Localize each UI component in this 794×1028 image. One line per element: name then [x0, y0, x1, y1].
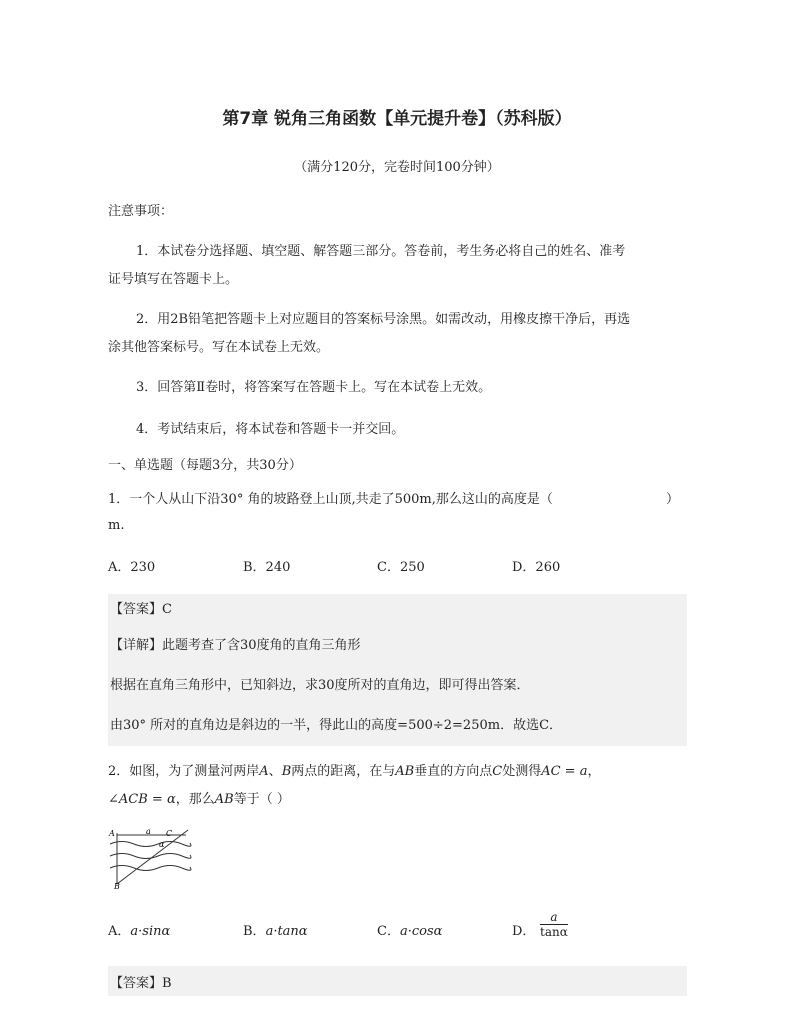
q2-option-d-label: D． — [512, 924, 536, 939]
section-heading: 一、单选题（每题3分，共30分） — [108, 458, 302, 473]
notice-item-4: 4．考试结束后，将本试卷和答题卡一并交回。 — [136, 422, 405, 437]
q1-answer: 【答案】C — [110, 602, 172, 617]
q2-stem-line-2 — [108, 788, 290, 807]
q2-equation-ac: AC = a — [541, 764, 588, 779]
fraction-numerator: a — [540, 910, 568, 925]
notice-item-2-line-2: 涂其他答案标号。写在本试卷上无效。 — [108, 340, 330, 355]
river-figure — [108, 826, 192, 890]
option-label: C． — [377, 924, 400, 939]
q1-explanation-2: 由30° 所对的直角边是斜边的一半，得此山的高度=500÷2=250m．故选C． — [110, 718, 563, 733]
option-expression: a·sinα — [130, 924, 171, 939]
segment-ab: AB — [214, 792, 234, 807]
point-c: C — [492, 764, 503, 779]
notice-item-1-line-2: 证号填写在答题卡上。 — [108, 272, 239, 287]
q1-stem-line-2: m. — [108, 518, 125, 533]
option-label: B． — [243, 924, 266, 939]
q2-answer: 【答案】B — [110, 976, 172, 991]
q1-option-d: D．260 — [512, 560, 561, 575]
q2-stem-line-1 — [108, 760, 600, 779]
q2-text: 处测得 — [502, 764, 542, 779]
q1-option-b: B．240 — [243, 560, 291, 575]
option-label: A． — [108, 924, 131, 939]
point-b: B — [281, 764, 292, 779]
notice-item-1-line-1: 1．本试卷分选择题、填空题、解答题三部分。答卷前，考生务必将自己的姓名、准考 — [136, 244, 626, 259]
q2-text: 两点的距离，在与 — [291, 764, 396, 779]
q2-sep: 、 — [268, 764, 282, 779]
q1-paren-close: ） — [666, 492, 680, 507]
segment-bc-line — [117, 830, 188, 884]
q2-option-c — [377, 920, 442, 939]
page-title: 第7章 锐角三角函数【单元提升卷】（苏科版） — [222, 109, 572, 129]
fig-label-c: C — [166, 829, 173, 838]
fraction-denominator: tanα — [540, 925, 568, 939]
q2-text: ，那么 — [175, 792, 215, 807]
option-expression: a·tanα — [265, 924, 308, 939]
q2-angle-acb: ∠ACB = α — [108, 792, 176, 807]
fig-label-b: B — [114, 882, 120, 890]
q2-option-a — [108, 920, 170, 939]
point-a: A — [259, 764, 269, 779]
fig-label-a: A — [109, 829, 115, 838]
fig-label-side-a: a — [146, 827, 151, 836]
river-wave — [110, 842, 191, 847]
notice-item-3: 3．回答第Ⅱ卷时，将答案写在答题卡上。写在本试卷上无效。 — [136, 380, 492, 395]
river-wave — [110, 854, 191, 859]
q2-option-d-fraction — [540, 910, 568, 939]
q1-option-a: A．230 — [108, 560, 156, 575]
q2-text: 2．如图，为了测量河两岸 — [108, 764, 260, 779]
notice-heading: 注意事项： — [108, 204, 174, 219]
q2-text: 等于（ ） — [233, 792, 290, 807]
river-wave — [110, 866, 191, 871]
q1-answer-box — [108, 594, 687, 746]
q1-stem-line-1: 1．一个人从山下沿30° 角的坡路登上山顶,共走了500m,那么这山的高度是（ — [108, 492, 553, 507]
q1-detail: 【详解】此题考查了含30度角的直角三角形 — [110, 638, 361, 653]
q2-option-b — [243, 920, 308, 939]
notice-item-2-line-1: 2．用2B铅笔把答题卡上对应题目的答案标号涂黑。如需改动，用橡皮擦干净后，再选 — [136, 312, 631, 327]
q2-text: 垂直的方向点 — [414, 764, 493, 779]
q1-explanation-1: 根据在直角三角形中，已知斜边，求30度所对的直角边，即可得出答案． — [110, 678, 530, 693]
q2-comma: ， — [587, 764, 601, 779]
option-expression: a·cosα — [399, 924, 443, 939]
fig-label-alpha: α — [159, 840, 165, 849]
page-subtitle: （满分120分，完卷时间100分钟） — [294, 160, 500, 175]
q1-option-c: C．250 — [377, 560, 425, 575]
segment-ab: AB — [395, 764, 415, 779]
q2-answer-box — [108, 966, 687, 996]
